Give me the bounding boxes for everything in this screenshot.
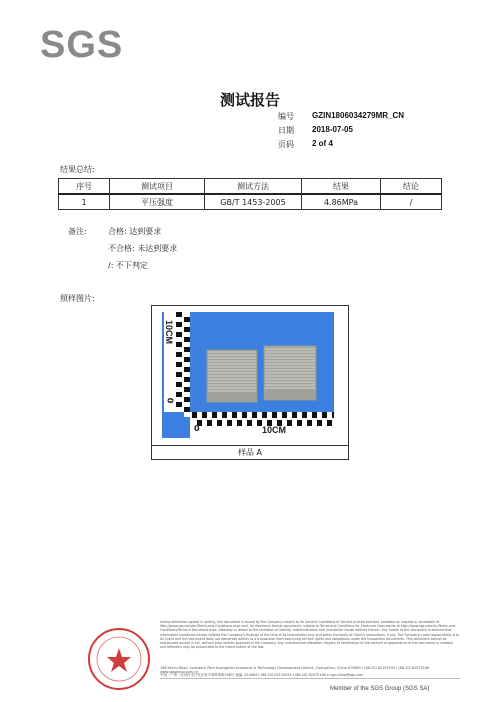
footer-address-cn: 中国・广州・经济技术开发区科学城科珠路198号 邮编: 510663 t (86-20) 82155555 f (86-20) 82075166 e sgs.china@sgs.com [160, 673, 364, 677]
footer-legal-text: Unless otherwise agreed in writing, this document is issued by the Company subject to its General Conditions of Service printed overleaf, available on request or accessible at http://www.sgs.com/en/Terms-and-Conditions.aspx and, for electronic format documents, subject to Terms and Conditions for Electronic Documents at http://www.sgs.com/en/Terms-and-Conditions/Terms-e-Document.aspx. Attention is drawn to the limitation of liability, indemnification and jurisdiction issues defined therein. Any holder of this document is advised that information contained hereon reflects the Company's findings at the time of its intervention only and within the limits of Client's instructions, if any. The Company's sole responsibility is to its Client and this document does not exonerate parties to a transaction from exercising all their rights and obligations under the transaction documents. This document cannot be reproduced except in full, without prior written approval of the Company. Any unauthorized alteration, forgery or falsification of the content or appearance of this document is unlawful and offenders may be prosecuted to the fullest extent of the law. [160, 620, 460, 650]
member-text: Member of the SGS Group (SGS SA) [330, 686, 430, 692]
report-date-label: 日期 [278, 126, 294, 135]
table-header-row [59, 179, 442, 195]
seal-icon [86, 626, 152, 692]
ruler-zero-left: 0 [165, 397, 175, 404]
ruler-top-label: 10CM [164, 320, 174, 345]
sample-photo [162, 312, 334, 438]
sample-photo-frame [151, 305, 349, 460]
results-table [58, 178, 442, 210]
header-cell-item: 测试项目 [110, 179, 205, 195]
report-number-label: 编号 [278, 112, 294, 121]
sample-photo-image [162, 312, 334, 438]
footer-divider [160, 678, 460, 679]
cell-result: 4.86MPa [302, 194, 381, 210]
photo-caption: 样品 A [152, 445, 348, 460]
cell-item: 平压强度 [110, 194, 205, 210]
cell-index: 1 [59, 194, 110, 210]
report-page-label: 页码 [278, 140, 294, 149]
header-cell-conclusion: 结论 [381, 179, 442, 195]
ruler-zero-bottom: 0 [194, 424, 200, 433]
report-title: 测试报告 [219, 91, 280, 109]
cell-method: GB/T 1453-2005 [205, 194, 302, 210]
note-line-pass: 合格: 达到要求 [108, 227, 162, 236]
summary-label: 结果总结: [60, 165, 95, 174]
photo-label: 照样图片: [60, 294, 95, 303]
company-seal [86, 626, 152, 692]
footer-address-en: 198 Kezhu Road, Scientech Park Guangzhou Economic & Technology Development District, Guangzhou, China 510663 t (86-20) 82155555 f (86-20) 82075166 www.sgsgroup.com.cn [160, 666, 430, 674]
report-number-value: GZIN1806034279MR_CN [312, 111, 405, 120]
report-date-value: 2018-07-05 [312, 125, 353, 134]
sgs-logo: SGS [40, 24, 124, 66]
table-row [59, 194, 442, 210]
note-line-none: /: 不下判定 [108, 261, 148, 270]
header-cell-method: 测试方法 [205, 179, 302, 195]
notes-label: 备注: [68, 227, 87, 236]
cell-conclusion: / [381, 194, 442, 210]
header-cell-result: 结果 [302, 179, 381, 195]
report-page-value: 2 of 4 [312, 139, 333, 148]
header-cell-index: 序号 [59, 179, 110, 195]
ruler-bottom-label: 10CM [262, 425, 287, 435]
note-line-fail: 不合格: 未达到要求 [108, 244, 178, 253]
